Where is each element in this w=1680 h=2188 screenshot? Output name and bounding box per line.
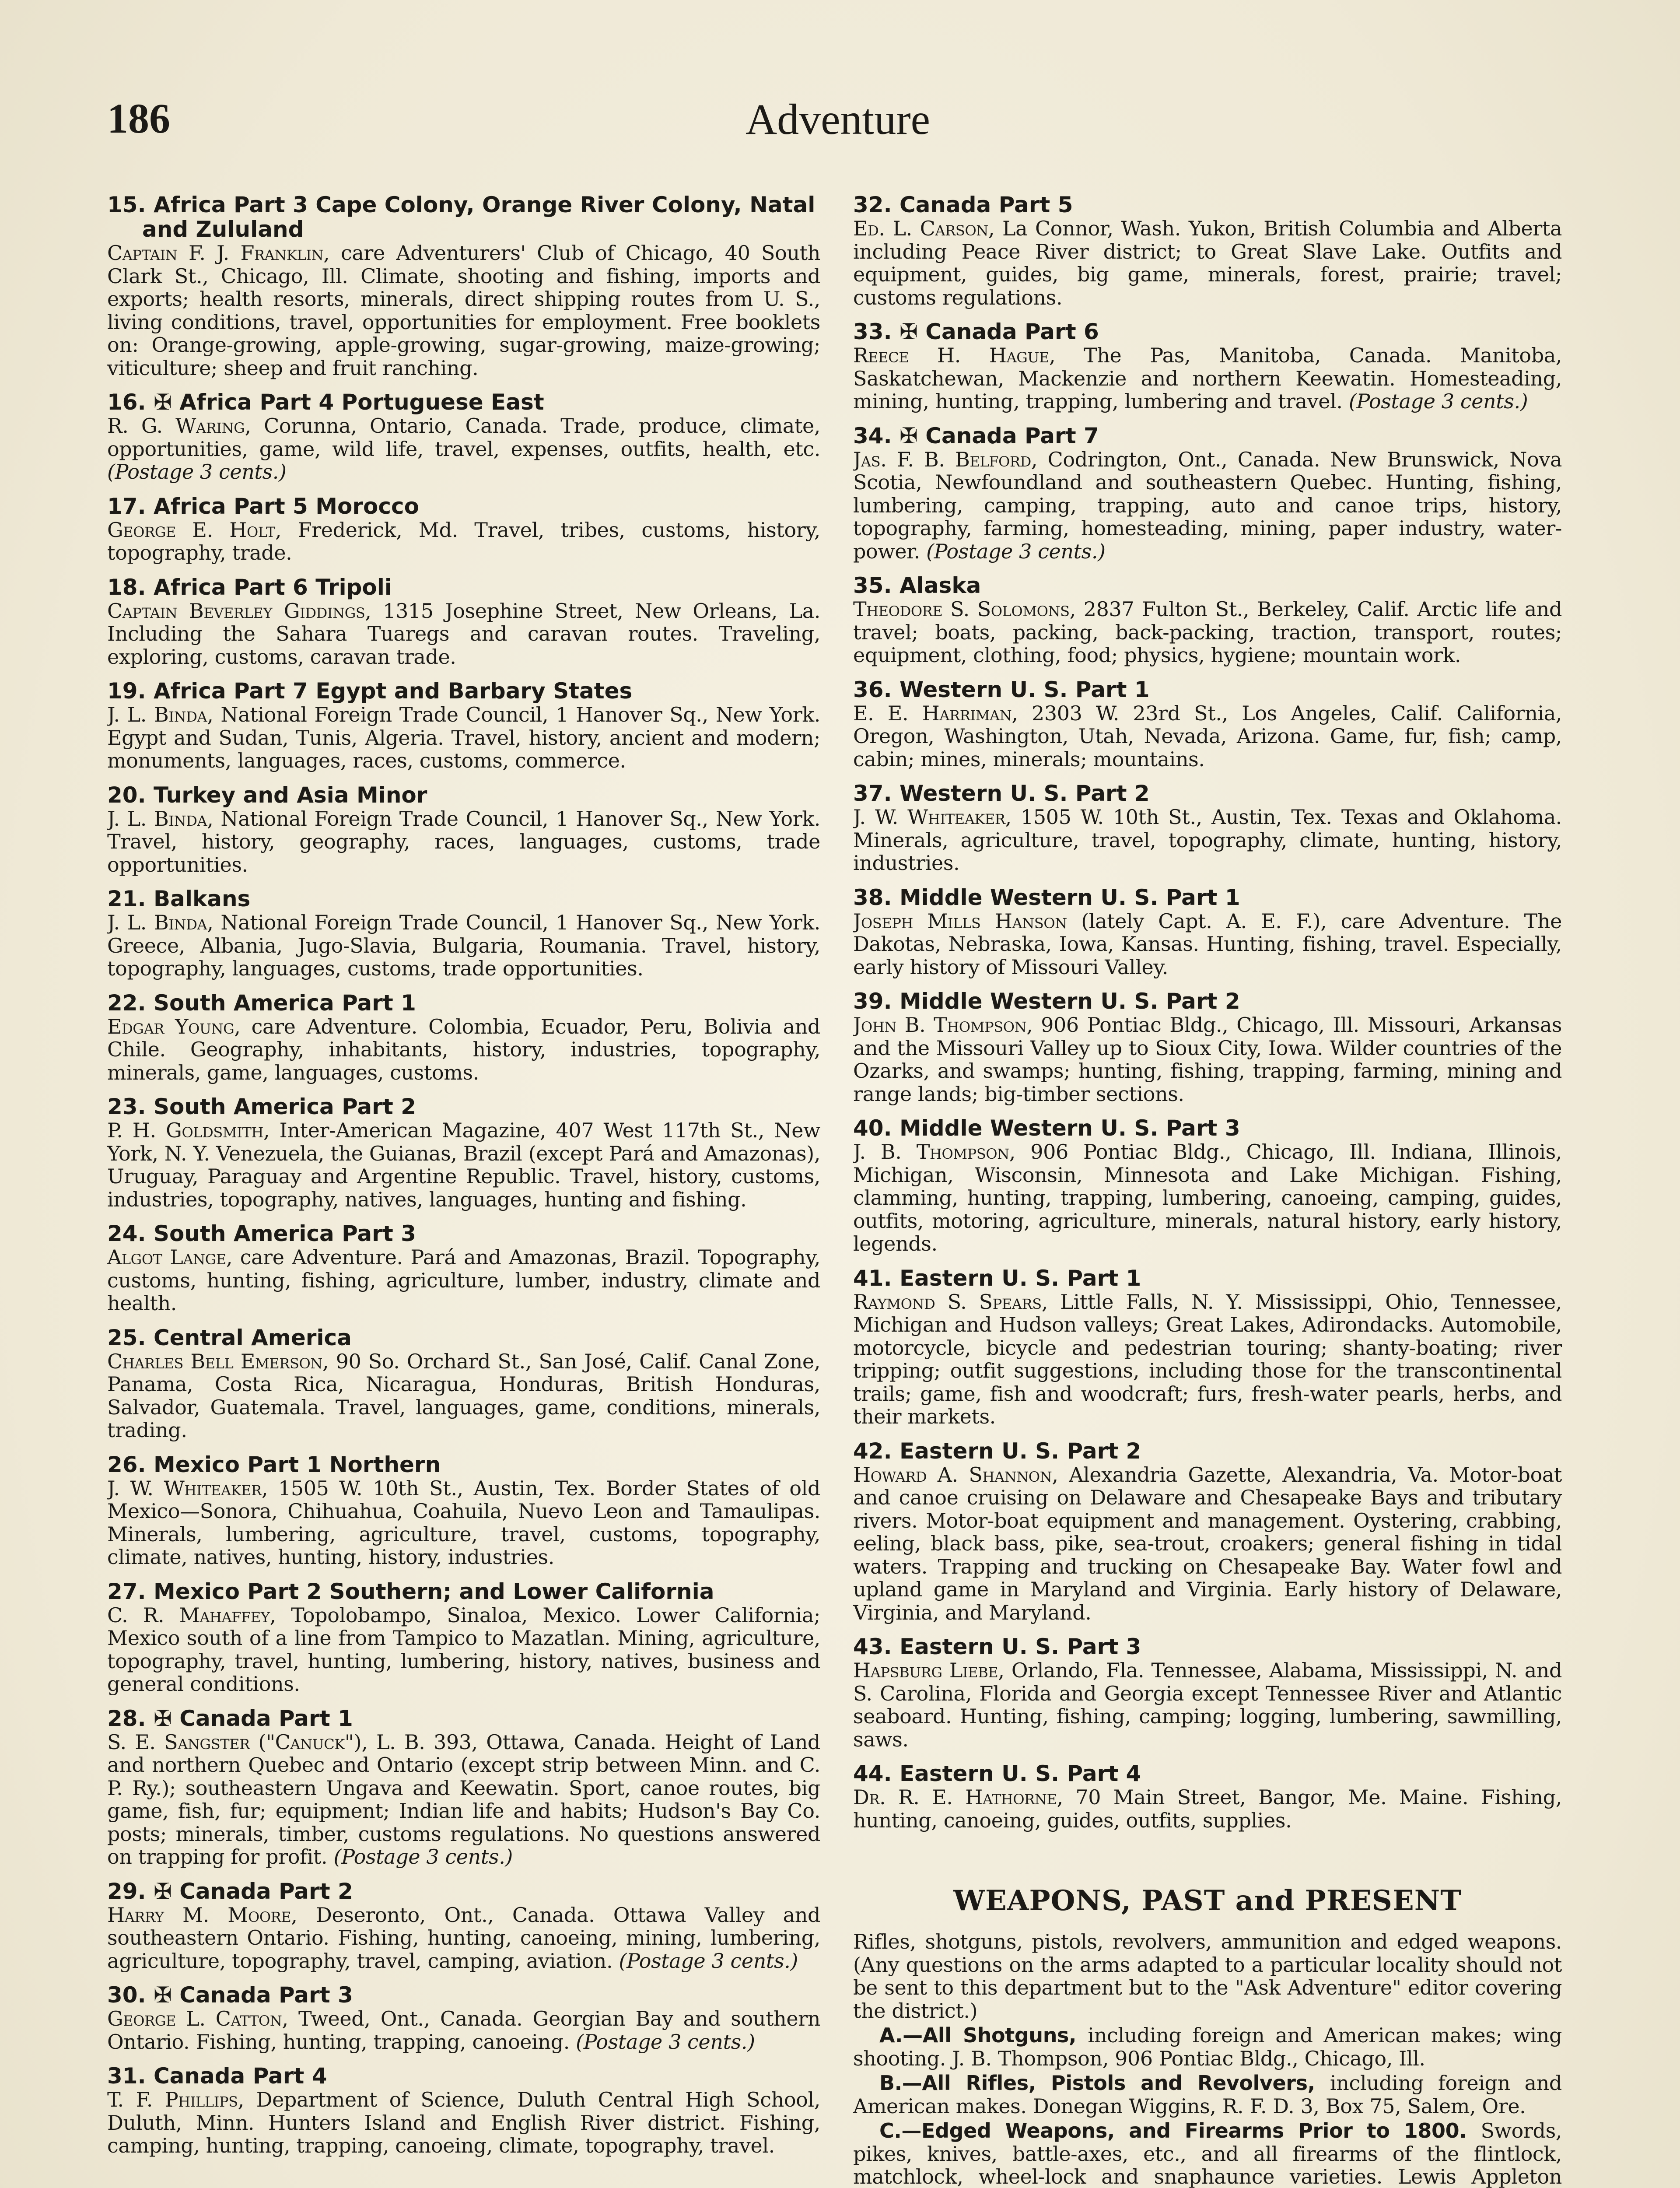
editor-name: Dr. R. E. Hathorne, — [853, 1785, 1076, 1809]
entry-body — [853, 910, 1562, 979]
editor-name: J. W. Whiteaker, — [107, 1476, 278, 1500]
entry-description: Deseronto, Ont., Canada. Ottawa Valley and southeastern Ontario. Fishing, hunting, canoeing, mining, lumbering, agriculture, topography, travel, camping, aviation. — [107, 1903, 820, 1973]
entry-body — [853, 1659, 1562, 1751]
editor-name: George L. Catton, — [107, 2007, 298, 2030]
entry-body — [853, 448, 1562, 563]
directory-entry — [853, 319, 1562, 413]
postage-note: (Postage 3 cents.) — [612, 1949, 798, 1973]
directory-entry — [107, 1094, 820, 1211]
directory-entry — [107, 193, 820, 379]
editor-name: J. W. Whiteaker, — [853, 805, 1021, 829]
editor-name: Theodore S. Solomons, — [853, 597, 1084, 621]
directory-entry — [853, 885, 1562, 979]
weapons-section — [853, 1884, 1562, 2188]
postage-note: (Postage 3 cents.) — [327, 1845, 513, 1869]
entry-description: (lately Capt. A. E. F.), care Adventure. The Dakotas, Nebraska, Iowa, Kansas. Hunting, fishing, travel. Especially, early history of Missouri Valley. — [853, 909, 1562, 979]
entry-body — [107, 1604, 820, 1696]
weapons-item — [853, 2119, 1562, 2188]
editor-name: Raymond S. Spears, — [853, 1290, 1060, 1314]
entry-body — [853, 702, 1562, 771]
directory-entry — [107, 2064, 820, 2157]
editor-name: John B. Thompson, — [853, 1013, 1041, 1037]
entry-body — [107, 911, 820, 980]
entry-heading: 31. Canada Part 4 — [107, 2063, 327, 2089]
editor-name: Harry M. Moore, — [107, 1903, 316, 1927]
entry-body — [107, 600, 820, 669]
postage-note: (Postage 3 cents.) — [107, 460, 287, 484]
directory-entry — [853, 1266, 1562, 1428]
entry-heading: 44. Eastern U. S. Part 4 — [853, 1761, 1141, 1786]
entry-heading: 36. Western U. S. Part 1 — [853, 677, 1150, 702]
editor-name: Ed. L. Carson, — [853, 217, 1002, 240]
entry-body — [107, 1477, 820, 1569]
editor-name: Captain F. J. Franklin, — [107, 241, 341, 265]
entry-heading: 25. Central America — [107, 1325, 352, 1350]
weapons-item-body: Swords, pikes, knives, battle-axes, etc., and all firearms of the flintlock, matchlock, wheel-lock and snaphaunce varieties. Lewis Appleton — [853, 2119, 1562, 2188]
entry-body — [107, 242, 820, 379]
entry-body — [107, 1119, 820, 1211]
editor-name: J. B. Thompson, — [853, 1140, 1031, 1164]
entry-body — [853, 217, 1562, 309]
weapons-title: WEAPONS, PAST and PRESENT — [953, 1884, 1462, 1917]
editor-name: George E. Holt, — [107, 518, 298, 542]
entry-description: Inter-American Magazine, 407 West 117th St., New York, N. Y. Venezuela, the Guianas, Brazil (except Pará and Amazonas), Uruguay, Paraguay and Argentine Republic. Travel, history, customs, industries, topography, natives, languages, hunting and fishing. — [107, 1119, 820, 1211]
entry-heading: 30. ✠ Canada Part 3 — [107, 1982, 353, 2008]
entry-description: 2837 Fulton St., Berkeley, Calif. Arctic life and travel; boats, packing, back-packing, traction, transport, routes; equipment, clothing, food; physics, hygiene; mountain work. — [853, 597, 1562, 667]
right-entries — [853, 193, 1562, 1832]
directory-entry — [107, 1706, 820, 1869]
entry-description: Alexandria Gazette, Alexandria, Va. Motor-boat and canoe cruising on Delaware and Chesapeake Bays and tributary rivers. Motor-boat equipment and management. Oystering, crabbing, eeling, black bass, pike, sea-trout, croakers; general fishing in tidal waters. Trapping and trucking on Chesapeake Bay. Water fowl and upland game in Maryland and Virginia. Early history of Delaware, Virginia, and Maryland. — [853, 1462, 1562, 1624]
editor-name: Algot Lange, — [107, 1245, 240, 1269]
entry-description: 1505 W. 10th St., Austin, Tex. Border States of old Mexico—Sonora, Chihuahua, Coahuila, Nuevo Leon and Tamaulipas. Minerals, lumbering, agriculture, travel, customs, topography, climate, natives, hunting, history, industries. — [107, 1476, 820, 1569]
editor-name: Jas. F. B. Belford, — [853, 447, 1048, 471]
entry-heading: 23. South America Part 2 — [107, 1094, 416, 1119]
weapons-item-body: including foreign and American makes. Donegan Wiggins, R. F. D. 3, Box 75, Salem, Ore. — [853, 2071, 1562, 2118]
entry-heading: 39. Middle Western U. S. Part 2 — [853, 989, 1240, 1014]
entry-description: 2303 W. 23rd St., Los Angeles, Calif. California, Oregon, Washington, Utah, Nevada, Arizona. Game, fur, fish; camp, cabin; mines, minerals; mountains. — [853, 701, 1562, 771]
directory-entry — [107, 494, 820, 565]
editor-name: J. L. Binda, — [107, 911, 221, 934]
entry-heading: 33. ✠ Canada Part 6 — [853, 319, 1099, 344]
editor-name: P. H. Goldsmith, — [107, 1119, 280, 1142]
directory-entry — [107, 1579, 820, 1696]
entry-heading: 29. ✠ Canada Part 2 — [107, 1878, 353, 1904]
entry-description: care Adventurers' Club of Chicago, 40 South Clark St., Chicago, Ill. Climate, shooting and fishing, imports and exports; health resorts, minerals, direct shipping routes from U. S., living conditions, travel, opportunities for employment. Free booklets on: Orange-growing, apple-growing, sugar-growing, maize-growing; viticulture; sheep and fruit ranching. — [107, 241, 820, 380]
page-header — [107, 94, 1568, 160]
editor-name: Joseph Mills Hanson — [853, 909, 1082, 933]
entry-body — [107, 414, 820, 484]
weapons-items — [853, 2024, 1562, 2188]
directory-entry — [853, 1116, 1562, 1255]
entry-description: La Connor, Wash. Yukon, British Columbia and Alberta including Peace River district; to Great Slave Lake. Outfits and equipment, guides, big game, minerals, forest, prairie; travel; customs regulations. — [853, 217, 1562, 309]
entry-body — [853, 344, 1562, 413]
entry-heading: 20. Turkey and Asia Minor — [107, 782, 427, 808]
entry-description: 1505 W. 10th St., Austin, Tex. Texas and Oklahoma. Minerals, agriculture, travel, topography, climate, hunting, history, industries. — [853, 805, 1562, 875]
entry-description: 1315 Josephine Street, New Orleans, La. Including the Sahara Tuaregs and caravan routes. Traveling, exploring, customs, caravan trade. — [107, 599, 820, 669]
entry-heading: 21. Balkans — [107, 886, 251, 912]
entry-heading: 34. ✠ Canada Part 7 — [853, 423, 1099, 449]
entry-description: Little Falls, N. Y. Mississippi, Ohio, Tennessee, Michigan and Hudson valleys; Great Lakes, Adirondacks. Automobile, motorcycle, bicycle and pedestrian touring; shanty-boating; river tripping; outfit suggestions, including those for the transcontinental trails; game, fish and woodcraft; furs, fresh-water pearls, herbs, and their markets. — [853, 1290, 1562, 1428]
weapons-intro: Rifles, shotguns, pistols, revolvers, ammunition and edged weapons. (Any questions on the arms adapted to a particular locality should not be sent to this department but to the "Ask Adventure" editor covering the district.) — [853, 1930, 1562, 2023]
entry-description: Corunna, Ontario, Canada. Trade, produce, climate, opportunities, game, wild life, travel, expenses, outfits, health, etc. — [107, 414, 820, 461]
entry-body — [107, 1350, 820, 1442]
postage-note: (Postage 3 cents.) — [920, 539, 1106, 563]
entry-heading: 41. Eastern U. S. Part 1 — [853, 1265, 1141, 1291]
entry-body — [107, 703, 820, 772]
entry-heading: 43. Eastern U. S. Part 3 — [853, 1634, 1141, 1659]
entry-heading: 28. ✠ Canada Part 1 — [107, 1705, 353, 1731]
editor-name: T. F. Phillips, — [107, 2088, 256, 2111]
weapons-item-heading: C.—Edged Weapons, and Firearms Prior to 1800. — [879, 2119, 1481, 2142]
entry-description: care Adventure. Colombia, Ecuador, Peru, Bolivia and Chile. Geography, inhabitants, history, industries, topography, minerals, game, languages, customs. — [107, 1014, 820, 1084]
entry-heading: 18. Africa Part 6 Tripoli — [107, 574, 392, 600]
directory-entry — [107, 679, 820, 772]
weapons-item-body: including foreign and American makes; wing shooting. J. B. Thompson, 906 Pontiac Bldg., Chicago, Ill. — [853, 2023, 1562, 2070]
running-title: Adventure — [745, 95, 931, 144]
entry-description: 90 So. Orchard St., San José, Calif. Canal Zone, Panama, Costa Rica, Nicaragua, Honduras, British Honduras, Salvador, Guatemala. Travel, languages, game, conditions, minerals, trading. — [107, 1349, 820, 1442]
entry-heading: 32. Canada Part 5 — [853, 193, 1073, 217]
editor-name: Howard A. Shannon, — [853, 1462, 1069, 1487]
entry-heading: 42. Eastern U. S. Part 2 — [853, 1438, 1141, 1464]
entry-body — [107, 1246, 820, 1315]
entry-heading: 19. Africa Part 7 Egypt and Barbary States — [107, 678, 633, 704]
directory-entry — [107, 1879, 820, 1973]
entry-body — [107, 1731, 820, 1869]
directory-entry — [107, 783, 820, 877]
entry-body — [107, 2007, 820, 2053]
entry-description: Frederick, Md. Travel, tribes, customs, history, topography, trade. — [107, 518, 820, 565]
page-number: 186 — [107, 95, 170, 142]
editor-name: J. L. Binda, — [107, 806, 221, 831]
left-column — [107, 193, 820, 2188]
entry-description: 906 Pontiac Bldg., Chicago, Ill. Missouri, Arkansas and the Missouri Valley up to Sioux City, Iowa. Wilder countries of the Ozarks, and swamps; hunting, fishing, trapping, farming, mining and range lands; big-timber sections. — [853, 1013, 1562, 1106]
directory-entry — [853, 1761, 1562, 1832]
entry-description: Orlando, Fla. Tennessee, Alabama, Mississippi, N. and S. Carolina, Florida and Georgia except Tennessee River and Atlantic seaboard. Hunting, fishing, camping; logging, lumbering, sawmilling, saws. — [853, 1659, 1562, 1751]
editor-name: S. E. Sangster ("Canuck"), — [107, 1730, 376, 1754]
entry-body — [853, 1786, 1562, 1832]
entry-description: 70 Main Street, Bangor, Me. Maine. Fishing, hunting, canoeing, guides, outfits, supplies. — [853, 1785, 1562, 1832]
directory-entry — [107, 1452, 820, 1569]
directory-entry — [107, 390, 820, 484]
entry-heading: 40. Middle Western U. S. Part 3 — [853, 1115, 1240, 1141]
directory-entry — [853, 573, 1562, 667]
entry-description: 906 Pontiac Bldg., Chicago, Ill. Indiana, Illinois, Michigan, Wisconsin, Minnesota and Lake Michigan. Fishing, clamming, hunting, trapping, lumbering, canoeing, camping, guides, outfits, motoring, agriculture, minerals, natural history, early history, legends. — [853, 1140, 1562, 1255]
directory-entry — [853, 677, 1562, 771]
directory-entry — [853, 1634, 1562, 1751]
directory-entry — [853, 424, 1562, 563]
entry-heading: 16. ✠ Africa Part 4 Portuguese East — [107, 389, 544, 415]
entry-body — [107, 2088, 820, 2157]
entry-body — [853, 1140, 1562, 1255]
entry-description: Codrington, Ont., Canada. New Brunswick, Nova Scotia, Newfoundland and southeastern Quebec. Hunting, fishing, lumbering, camping, trapping, auto and canoe trips, history, topography, farming, homesteading, mining, paper industry, water-power. — [853, 447, 1562, 563]
entry-description: National Foreign Trade Council, 1 Hanover Sq., New York. Greece, Albania, Jugo-Slavia, Bulgaria, Roumania. Travel, history, topography, languages, customs, trade opportunities. — [107, 911, 820, 980]
entry-body — [853, 806, 1562, 875]
entry-description: L. B. 393, Ottawa, Canada. Height of Land and northern Quebec and Ontario (except strip between Minn. and C. P. Ry.); southeastern Ungava and Keewatin. Sport, canoe routes, big game, fish, fur; equipment; Indian life and habits; Hudson's Bay Co. posts; minerals, timber, customs regulations. No questions answered on trapping for profit. — [107, 1730, 820, 1869]
editor-name: Edgar Young, — [107, 1014, 252, 1038]
entry-heading: 37. Western U. S. Part 2 — [853, 781, 1150, 806]
postage-note: (Postage 3 cents.) — [1342, 389, 1528, 413]
entry-description: care Adventure. Pará and Amazonas, Brazil. Topography, customs, hunting, fishing, agriculture, lumber, industry, climate and health. — [107, 1245, 820, 1315]
entry-body — [107, 807, 820, 877]
editor-name: C. R. Mahaffey, — [107, 1603, 291, 1627]
directory-entry — [107, 1325, 820, 1442]
directory-entry — [107, 1221, 820, 1315]
editor-name: R. G. Waring, — [107, 414, 264, 438]
weapons-item-heading: A.—All Shotguns, — [879, 2023, 1088, 2047]
entry-body — [107, 1015, 820, 1084]
entry-heading: 27. Mexico Part 2 Southern; and Lower California — [107, 1578, 714, 1604]
directory-entry — [107, 991, 820, 1084]
entry-description: The Pas, Manitoba, Canada. Manitoba, Saskatchewan, Mackenzie and northern Keewatin. Homesteading, mining, hunting, trapping, lumbering and travel. — [853, 344, 1562, 413]
entry-body — [107, 1904, 820, 1973]
entry-body — [853, 1013, 1562, 1105]
directory-entry — [853, 193, 1562, 309]
editor-name: Charles Bell Emerson, — [107, 1349, 336, 1373]
directory-entry — [107, 575, 820, 669]
entry-body — [853, 1290, 1562, 1428]
editor-name: J. L. Binda, — [107, 703, 221, 726]
entry-description: National Foreign Trade Council, 1 Hanover Sq., New York. Travel, history, geography, races, languages, customs, trade opportunities. — [107, 806, 820, 877]
directory-entry — [853, 781, 1562, 875]
directory-entry — [853, 1439, 1562, 1624]
entry-heading: 38. Middle Western U. S. Part 1 — [853, 884, 1240, 910]
editor-name: Reece H. Hague, — [853, 344, 1084, 367]
entry-description: Department of Science, Duluth Central High School, Duluth, Minn. Hunters Island and English River district. Fishing, camping, hunting, trapping, canoeing, climate, topography, travel. — [107, 2088, 820, 2157]
weapons-item — [853, 2072, 1562, 2118]
weapons-item-heading: B.—All Rifles, Pistols and Revolvers, — [879, 2071, 1330, 2095]
editor-name: Captain Beverley Giddings, — [107, 599, 383, 623]
entry-heading: 15. Africa Part 3 Cape Colony, Orange River Colony, Natal and Zululand — [107, 193, 816, 242]
directory-entry — [107, 1983, 820, 2053]
directory-entry — [107, 887, 820, 980]
entry-body — [107, 519, 820, 565]
entry-description: National Foreign Trade Council, 1 Hanover Sq., New York. Egypt and Sudan, Tunis, Algeria. Travel, history, ancient and modern; monuments, languages, races, customs, commerce. — [107, 703, 820, 772]
entry-body — [853, 598, 1562, 667]
weapons-item — [853, 2024, 1562, 2070]
right-column — [853, 193, 1562, 2188]
entry-body — [853, 1463, 1562, 1624]
directory-entry — [853, 989, 1562, 1105]
entry-heading: 22. South America Part 1 — [107, 990, 416, 1016]
editor-name: Hapsburg Liebe, — [853, 1659, 1012, 1682]
entry-heading: 24. South America Part 3 — [107, 1221, 416, 1246]
entry-heading: 26. Mexico Part 1 Northern — [107, 1452, 441, 1477]
editor-name: E. E. Harriman, — [853, 701, 1032, 725]
entry-description: Tweed, Ont., Canada. Georgian Bay and southern Ontario. Fishing, hunting, trapping, canoeing. — [107, 2007, 820, 2054]
entry-heading: 35. Alaska — [853, 573, 981, 598]
postage-note: (Postage 3 cents.) — [569, 2030, 755, 2054]
entry-heading: 17. Africa Part 5 Morocco — [107, 493, 419, 519]
entry-description: Topolobampo, Sinaloa, Mexico. Lower California; Mexico south of a line from Tampico to Mazatlan. Mining, agriculture, topography, travel, hunting, lumbering, history, natives, business and general conditions. — [107, 1603, 820, 1696]
